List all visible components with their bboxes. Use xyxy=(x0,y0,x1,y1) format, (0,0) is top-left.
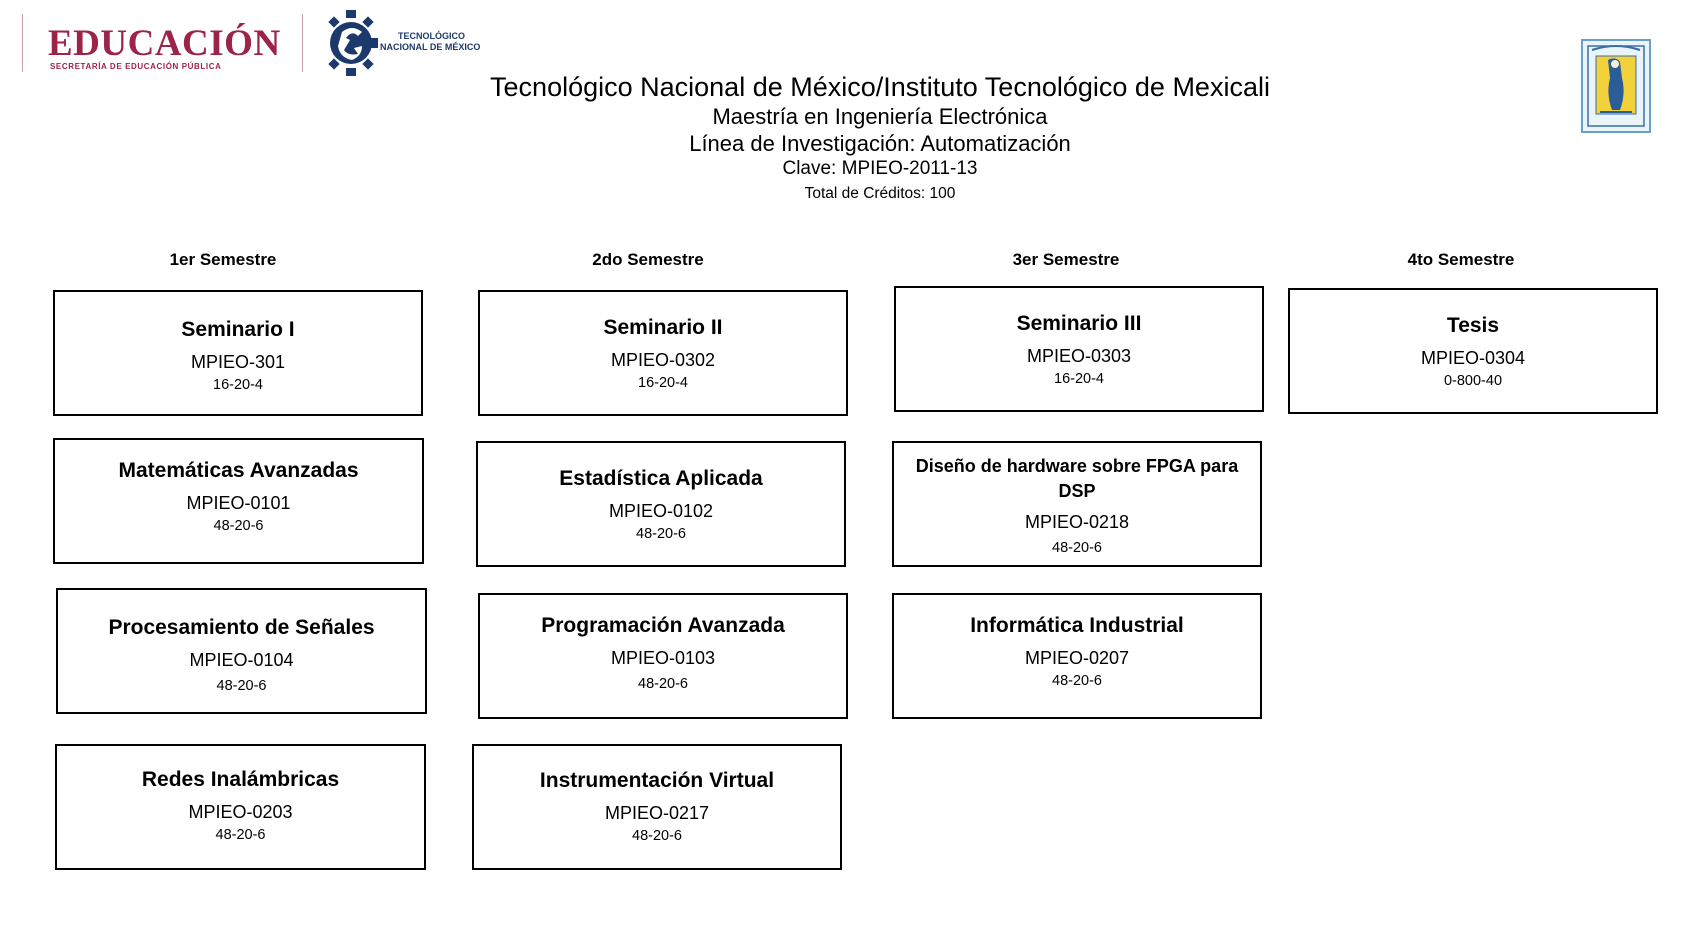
course-card-procesamiento-senales xyxy=(56,588,427,714)
logo-divider xyxy=(302,14,303,72)
course-card-seminario-ii xyxy=(478,290,848,416)
course-code: MPIEO-0303 xyxy=(1026,346,1132,366)
semester-4-heading: 4to Semestre xyxy=(1407,250,1515,269)
course-code: MPIEO-0203 xyxy=(188,802,293,822)
course-code: MPIEO-0102 xyxy=(608,501,714,521)
tecnm-logo-line1: TECNOLÓGICO xyxy=(398,31,465,41)
course-code: MPIEO-301 xyxy=(190,352,286,372)
total-credits: Total de Créditos: 100 xyxy=(804,185,956,202)
course-credits: 48-20-6 xyxy=(636,526,686,542)
course-credits: 48-20-6 xyxy=(638,676,688,692)
course-name: Estadística Aplicada xyxy=(559,467,763,490)
course-name: Tesis xyxy=(1446,314,1500,337)
course-credits: 48-20-6 xyxy=(1052,673,1102,689)
course-credits: 16-20-4 xyxy=(638,375,688,391)
course-code: MPIEO-0103 xyxy=(610,648,716,668)
educacion-logo-subtitle: SECRETARÍA DE EDUCACIÓN PÚBLICA xyxy=(50,62,222,71)
left-divider xyxy=(22,14,23,72)
course-code: MPIEO-0217 xyxy=(604,803,710,823)
course-code: MPIEO-0101 xyxy=(186,493,291,513)
course-card-instrumentacion-virtual xyxy=(472,744,842,870)
course-name: Redes Inalámbricas xyxy=(141,768,340,791)
course-card-seminario-i xyxy=(53,290,423,416)
course-name: Seminario III xyxy=(1016,312,1142,335)
research-line: Línea de Investigación: Automatización xyxy=(689,131,1071,156)
semester-2-heading: 2do Semestre xyxy=(592,250,704,269)
course-card-redes-inalambricas xyxy=(55,744,426,870)
course-code: MPIEO-0207 xyxy=(1024,648,1130,668)
course-name: Matemáticas Avanzadas xyxy=(118,459,359,482)
tecnm-emblem-icon xyxy=(328,10,378,76)
course-card-seminario-iii xyxy=(894,286,1264,412)
course-code: MPIEO-0304 xyxy=(1420,348,1526,368)
course-credits: 48-20-6 xyxy=(215,827,266,843)
course-credits: 48-20-6 xyxy=(216,678,267,694)
course-card-diseno-hardware-fpga xyxy=(892,441,1262,567)
course-credits: 48-20-6 xyxy=(632,828,682,844)
semester-3-heading: 3er Semestre xyxy=(1012,250,1120,269)
semester-1-heading: 1er Semestre xyxy=(169,250,277,269)
program-key: Clave: MPIEO-2011-13 xyxy=(782,158,978,179)
course-card-programacion-avanzada xyxy=(478,593,848,719)
course-name: Diseño de hardware sobre FPGA para DSP xyxy=(915,456,1239,501)
course-card-informatica-industrial xyxy=(892,593,1262,719)
course-code: MPIEO-0302 xyxy=(610,350,716,370)
course-card-matematicas-avanzadas xyxy=(53,438,424,564)
course-name: Informática Industrial xyxy=(970,614,1184,637)
course-credits: 48-20-6 xyxy=(213,518,264,534)
course-card-estadistica-aplicada xyxy=(476,441,846,567)
educacion-logo-title: EDUCACIÓN xyxy=(48,23,281,64)
course-name: Seminario I xyxy=(181,318,295,341)
tecnm-logo-text xyxy=(380,31,480,53)
course-code: MPIEO-0218 xyxy=(1024,512,1130,532)
program-name: Maestría en Ingeniería Electrónica xyxy=(712,104,1048,129)
tecnm-logo-line2: NACIONAL DE MÉXICO xyxy=(380,42,481,52)
course-name: Seminario II xyxy=(603,316,723,339)
course-name: Procesamiento de Señales xyxy=(108,616,375,639)
course-code: MPIEO-0104 xyxy=(189,650,294,670)
course-name: Programación Avanzada xyxy=(541,614,785,637)
course-credits: 0-800-40 xyxy=(1443,373,1503,389)
page-title: Tecnológico Nacional de México/Instituto Tecnológico de Mexicali xyxy=(490,72,1270,102)
course-name: Instrumentación Virtual xyxy=(539,769,775,792)
course-credits: 16-20-4 xyxy=(213,377,263,393)
course-card-tesis xyxy=(1288,288,1658,414)
course-credits: 16-20-4 xyxy=(1054,371,1104,387)
course-credits: 48-20-6 xyxy=(1052,540,1102,556)
